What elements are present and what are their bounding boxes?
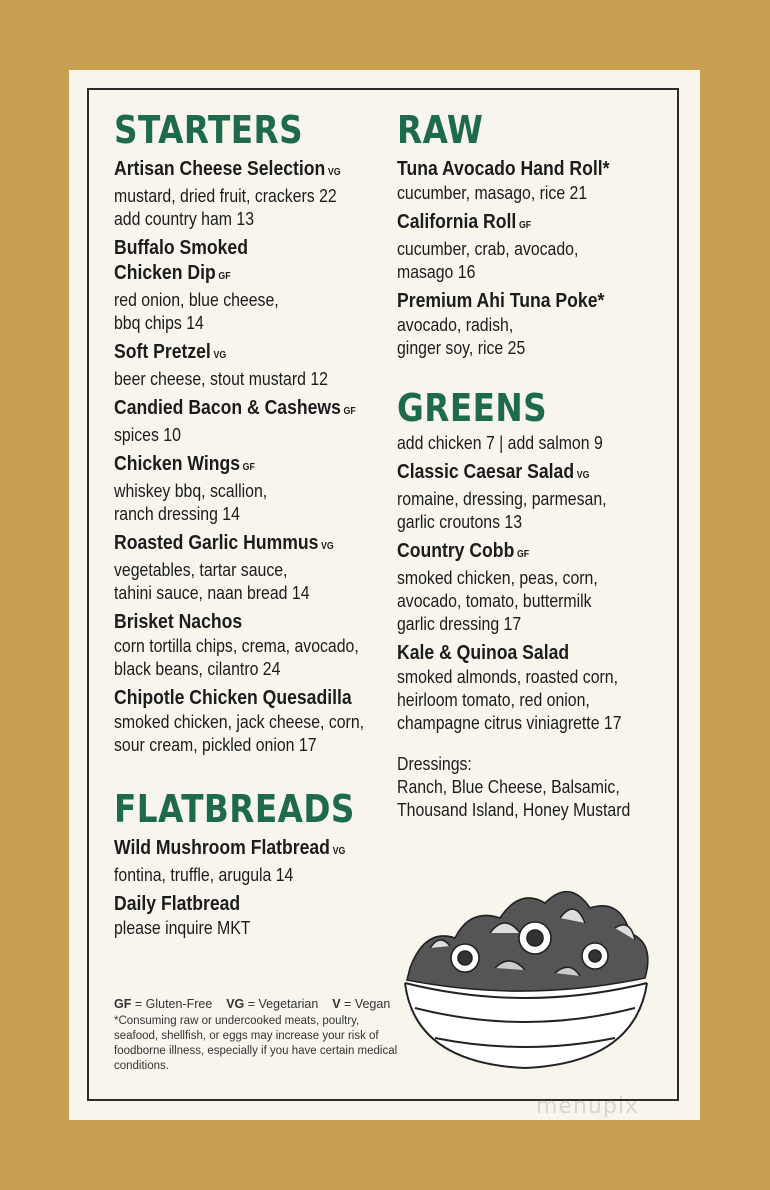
legend-vg-label: = Vegetarian [247,997,319,1011]
starters-item [114,340,382,391]
legend-v-key: V [332,997,341,1011]
diet-tag: VG [213,350,227,361]
diet-tag: GF [518,220,532,231]
item-description: please inquire MKT [114,918,251,938]
starters-item [114,452,382,526]
item-description: smoked chicken, peas, corn, avocado, tomato, buttermilk garlic dressing 17 [397,568,598,634]
starters-item [114,157,382,231]
diet-tag: VG [332,846,346,857]
diet-tag: GF [516,549,530,560]
diet-tag: GF [343,406,356,417]
item-description: cucumber, crab, avocado, masago 16 [397,239,579,282]
diet-tag: VG [576,470,590,481]
item-name: Premium Ahi Tuna Poke* [397,290,605,312]
raw-item [397,289,667,360]
greens-item [397,539,667,636]
dressings-note: Dressings: Ranch, Blue Cheese, Balsamic, Thousand Island, Honey Mustard [397,754,631,820]
starters-item [114,531,382,605]
item-name: Daily Flatbread [114,893,241,915]
diet-tag: VG [321,541,334,552]
diet-tag: VG [327,167,341,178]
item-description: whiskey bbq, scallion, ranch dressing 14 [114,481,268,524]
item-description: corn tortilla chips, crema, avocado, black beans, cilantro 24 [114,636,359,679]
greens-item [397,460,667,534]
item-name: Soft Pretzel VG [114,341,227,363]
greens-list [397,460,667,735]
item-name: Wild Mushroom Flatbread VG [114,837,346,859]
item-name: Chicken Wings GF [114,453,255,475]
salad-bowl-illustration [395,878,657,1074]
item-name: Chipotle Chicken Quesadilla [114,687,352,709]
starters-item [114,236,382,335]
raw-list [397,157,667,360]
watermark: menupix [536,1094,639,1119]
item-description: smoked almonds, roasted corn, heirloom tomato, red onion, champagne citrus viniagrette 17 [397,667,622,733]
item-name: California Roll GF [397,211,532,233]
item-description: spices 10 [114,425,181,445]
flatbreads-item [114,836,382,887]
item-name: Artisan Cheese Selection VG [114,158,341,180]
raw-item [397,157,667,205]
item-description: romaine, dressing, parmesan, garlic croutons 13 [397,489,607,532]
item-name: Country Cobb GF [397,540,530,562]
item-name: Brisket Nachos [114,611,243,633]
disclaimer: *Consuming raw or undercooked meats, poultry, seafood, shellfish, or eggs may increase your risk of foodborne illness, especially if you have certain medical conditions. [114,1015,398,1072]
item-description: smoked chicken, jack cheese, corn, sour cream, pickled onion 17 [114,712,365,755]
starters-list [114,157,382,757]
legend-gf-label: = Gluten-Free [134,997,213,1011]
legend-gf-key: GF [114,997,132,1011]
greens-addons: add chicken 7 | add salmon 9 [397,433,603,453]
item-name: Roasted Garlic Hummus VG [114,532,334,554]
item-description: avocado, radish, ginger soy, rice 25 [397,315,526,358]
item-description: cucumber, masago, rice 21 [397,183,588,203]
diet-tag: GF [242,462,255,473]
legend-vg-key: VG [226,997,245,1011]
item-description: mustard, dried fruit, crackers 22 add country ham 13 [114,186,337,229]
diet-tag: GF [218,271,231,282]
greens-item [397,641,667,735]
item-name: Buffalo Smoked Chicken Dip GF [114,237,248,284]
section-title-greens: GREENS [397,386,548,430]
flatbreads-item [114,892,382,940]
section-title-flatbreads: FLATBREADS [114,787,355,831]
item-description: red onion, blue cheese, bbq chips 14 [114,290,279,333]
legend-v-label: = Vegan [344,997,391,1011]
item-description: beer cheese, stout mustard 12 [114,369,328,389]
starters-item [114,610,382,681]
flatbreads-list [114,836,382,940]
section-title-raw: RAW [397,108,484,152]
item-description: fontina, truffle, arugula 14 [114,865,294,885]
item-name: Classic Caesar Salad VG [397,461,590,483]
item-name: Candied Bacon & Cashews GF [114,397,356,419]
item-name: Kale & Quinoa Salad [397,642,570,664]
legend-keys [114,997,404,1012]
legend [114,997,404,1074]
item-description: vegetables, tartar sauce, tahini sauce, naan bread 14 [114,560,310,603]
left-column [114,108,382,940]
item-name: Tuna Avocado Hand Roll* [397,158,610,180]
starters-item [114,396,382,447]
raw-item [397,210,667,284]
starters-item [114,686,382,757]
section-title-starters: STARTERS [114,108,304,152]
right-column [397,108,667,822]
